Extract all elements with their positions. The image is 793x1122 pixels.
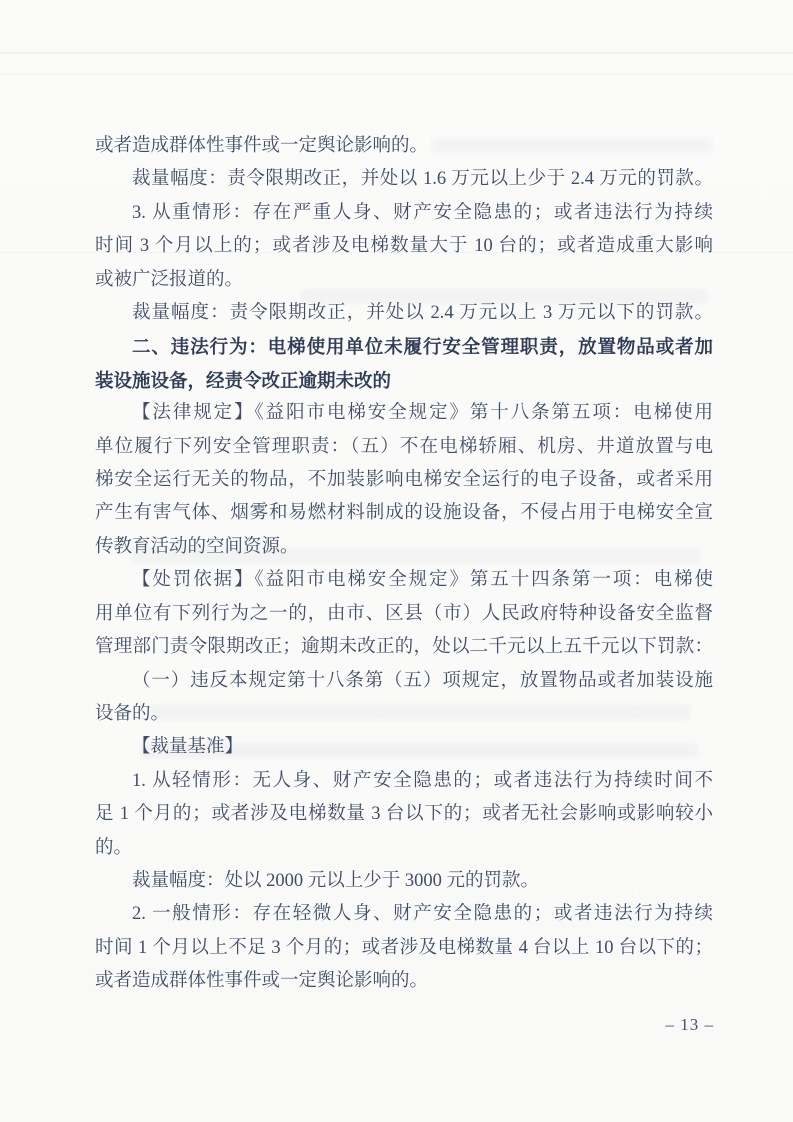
paragraph [95,898,713,998]
text-line: 裁量幅度：处以 2000 元以上少于 3000 元的罚款。 [132,870,540,891]
scan-artifact-line [0,74,793,75]
text-line: 单位履行下列安全管理职责：（五）不在电梯轿厢、机房、井道放置与电 [95,436,713,457]
paragraph [95,865,713,898]
text-line: 足 1 个月的；或者涉及电梯数量 3 台以下的；或者无社会影响或影响较小 [95,804,713,825]
section-heading [95,330,713,397]
text-line: 或者造成群体性事件或一定舆论影响的。 [95,136,429,156]
text-line: 【裁量基准】 [132,737,244,758]
text-line: 3. 从重情形：存在严重人身、财产安全隐患的；或者违法行为持续 [132,202,713,223]
paragraph [95,564,713,664]
paragraph [95,197,713,297]
text-line: 裁量幅度：责令限期改正，并处以 2.4 万元以上 3 万元以下的罚款。 [132,303,713,324]
paragraph [95,397,713,564]
paragraph [95,665,713,732]
paragraph [95,130,713,163]
text-line: 【处罚依据】《益阳市电梯安全规定》第五十四条第一项：电梯使 [132,570,713,591]
text-line: 时间 1 个月以上不足 3 个月的；或者涉及电梯数量 4 台以上 10 台以下的； [95,937,713,958]
text-line: 2. 一般情形：存在轻微人身、财产安全隐患的；或者违法行为持续 [132,904,713,925]
text-line: 的。 [95,837,133,858]
page-number: – 13 – [665,1015,714,1034]
text-line: 【法律规定】《益阳市电梯安全规定》第十八条第五项：电梯使用 [132,403,713,424]
text-line: 1. 从轻情形：无人身、财产安全隐患的；或者违法行为持续时间不 [132,770,713,791]
text-line: 梯安全运行无关的物品，不加装影响电梯安全运行的电子设备，或者采用 [95,470,713,491]
text-line: 管理部门责令限期改正；逾期未改正的，处以二千元以上五千元以下罚款： [95,637,713,658]
text-line: 裁量幅度：责令限期改正，并处以 1.6 万元以上少于 2.4 万元的罚款。 [132,169,713,190]
paragraph [95,297,713,330]
document-body [95,130,713,999]
text-line: 或被广泛报道的。 [95,269,244,290]
text-line: 时间 3 个月以上的；或者涉及电梯数量大于 10 台的；或者造成重大影响 [95,236,713,257]
text-line: 用单位有下列行为之一的，由市、区县（市）人民政府特种设备安全监督 [95,603,713,624]
paragraph [95,731,713,764]
text-line: 传教育活动的空间资源。 [95,536,299,557]
text-line: （一）违反本规定第十八条第（五）项规定，放置物品或者加装设施 [132,670,713,691]
text-line: 产生有害气体、烟雾和易燃材料制成的设施设备，不侵占用于电梯安全宣 [95,503,713,524]
paragraph [95,765,713,865]
paragraph [95,163,713,196]
text-line: 设备的。 [95,703,170,724]
text-line: 装设施设备，经责令改正逾期未改的 [95,369,392,391]
text-line: 或者造成群体性事件或一定舆论影响的。 [95,971,429,992]
scan-artifact-line [0,52,793,54]
text-line: 二、违法行为：电梯使用单位未履行安全管理职责，放置物品或者加 [132,336,713,358]
